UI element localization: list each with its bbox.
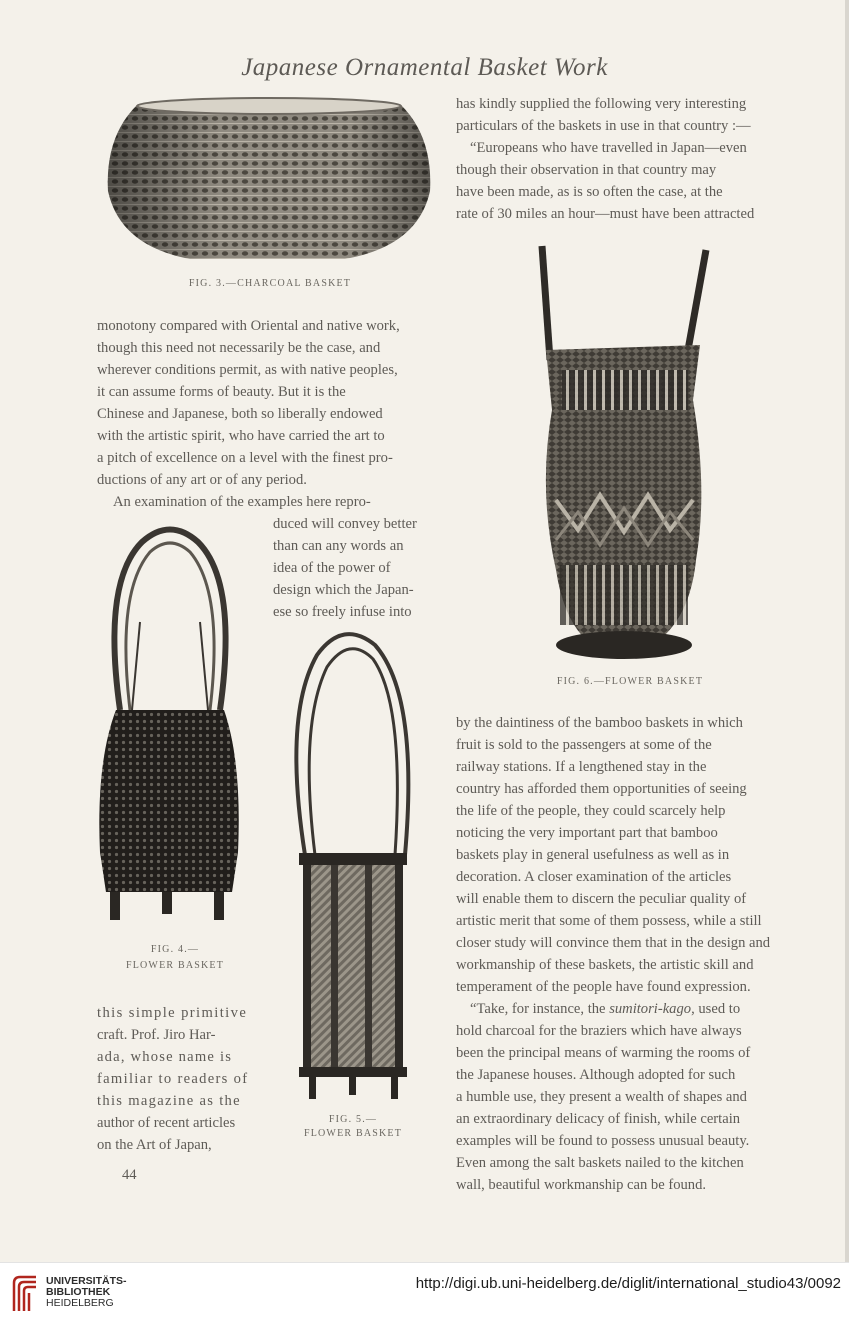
text-line: temperament of the people have found expression. — [456, 979, 751, 995]
text-line: though their observation in that country may — [456, 162, 717, 178]
logo-text-line: HEIDELBERG — [46, 1297, 114, 1309]
text-line: baskets play in general usefulness as well as in — [456, 847, 730, 863]
text-line: this simple primitive — [97, 1005, 248, 1021]
text-line: closer study will convince them that in the design and — [456, 935, 771, 951]
logo-text-line: BIBLIOTHEK — [46, 1286, 111, 1298]
text-line: the life of the people, they could scarcely help — [456, 803, 726, 819]
text-line: has kindly supplied the following very interesting — [456, 96, 747, 112]
fig3-caption: FIG. 3.—CHARCOAL BASKET — [188, 278, 352, 289]
fig6-caption: FIG. 6.—FLOWER BASKET — [556, 676, 704, 687]
flower-basket-fig4 — [92, 522, 242, 932]
flower-basket-fig6 — [528, 240, 718, 665]
text-line: workmanship of these baskets, the artistic skill and — [456, 957, 754, 973]
text-line: ese so freely infuse into — [273, 604, 412, 620]
text-line — [470, 1001, 740, 1018]
text-line: railway stations. If a lengthened stay in the — [456, 759, 707, 775]
text-line: “Europeans who have travelled in Japan—even — [470, 140, 747, 156]
permalink-url[interactable]: http://digi.ub.uni-heidelberg.de/diglit/international_studio43/0092 — [415, 1275, 841, 1292]
text-line: though this need not necessarily be the case, and — [97, 340, 381, 356]
text-line: ductions of any art or of any period. — [97, 472, 307, 488]
text-line: an extraordinary delicacy of finish, while certain — [456, 1111, 741, 1127]
text-line: rate of 30 miles an hour—must have been attracted — [456, 206, 755, 222]
text-line: familiar to readers of — [97, 1071, 249, 1087]
text-line: Chinese and Japanese, both so liberally endowed — [97, 406, 383, 422]
text-line: wall, beautiful workmanship can be found. — [456, 1177, 707, 1193]
text-line: have been made, as is so often the case, at the — [456, 184, 723, 200]
text-line: wherever conditions permit, as with native peoples, — [97, 362, 398, 378]
text-line: design which the Japan- — [273, 582, 414, 598]
text-line: than can any words an — [273, 538, 404, 554]
text-line: monotony compared with Oriental and native work, — [97, 318, 400, 334]
text-line: fruit is sold to the passengers at some of the — [456, 737, 712, 753]
text-line: idea of the power of — [273, 560, 391, 576]
text-line: noticing the very important part that bamboo — [456, 825, 718, 841]
text-line: ada, whose name is — [97, 1049, 233, 1065]
text-line: will enable them to discern the peculiar quality of — [456, 891, 747, 907]
text-line: craft. Prof. Jiro Har- — [97, 1027, 216, 1043]
page-number: 44 — [122, 1167, 137, 1183]
text-line: on the Art of Japan, — [97, 1137, 212, 1153]
text-line: An examination of the examples here repro- — [113, 494, 371, 510]
text-line: been the principal means of warming the rooms of — [456, 1045, 751, 1061]
logo-text-line: UNIVERSITÄTS- — [46, 1275, 127, 1287]
running-head: Japanese Ornamental Basket Work — [241, 54, 608, 81]
charcoal-basket-figure — [100, 96, 435, 268]
text-line: particulars of the baskets in use in that country :— — [456, 118, 751, 134]
text-line: a humble use, they present a wealth of shapes and — [456, 1089, 747, 1105]
text-segment: , used to — [691, 1001, 741, 1017]
text-line: country has afforded them opportunities of seeing — [456, 781, 747, 797]
footer-bar — [0, 1262, 849, 1324]
text-line: examples will be found to possess unusual beauty. — [456, 1133, 750, 1149]
text-line: with the artistic spirit, who have carried the art to — [97, 428, 385, 444]
library-logo-icon[interactable] — [10, 1273, 40, 1313]
italic-term: sumitori-kago — [609, 1001, 692, 1017]
text-line: a pitch of excellence on a level with the finest pro- — [97, 450, 393, 466]
fig4-caption-line1: FIG. 4.— — [150, 944, 200, 955]
text-line: this magazine as the — [97, 1093, 241, 1109]
text-line: Even among the salt baskets nailed to the kitchen — [456, 1155, 744, 1171]
text-line: decoration. A closer examination of the articles — [456, 869, 732, 885]
text-line: the Japanese houses. Although adopted for such — [456, 1067, 736, 1083]
text-segment: “Take, for instance, the — [470, 1001, 610, 1017]
text-line: duced will convey better — [273, 516, 417, 532]
text-line: it can assume forms of beauty. But it is the — [97, 384, 346, 400]
flower-basket-fig5 — [283, 625, 423, 1105]
text-line: by the daintiness of the bamboo baskets in which — [456, 715, 743, 731]
text-line: author of recent articles — [97, 1115, 236, 1131]
scan-edge — [845, 0, 849, 1262]
fig4-caption-line2: FLOWER BASKET — [125, 960, 225, 971]
fig5-caption-line2: FLOWER BASKET — [303, 1128, 403, 1139]
text-line: artistic merit that some of them possess, while a still — [456, 913, 762, 929]
fig5-caption-line1: FIG. 5.— — [328, 1114, 378, 1125]
text-line: hold charcoal for the braziers which have always — [456, 1023, 742, 1039]
